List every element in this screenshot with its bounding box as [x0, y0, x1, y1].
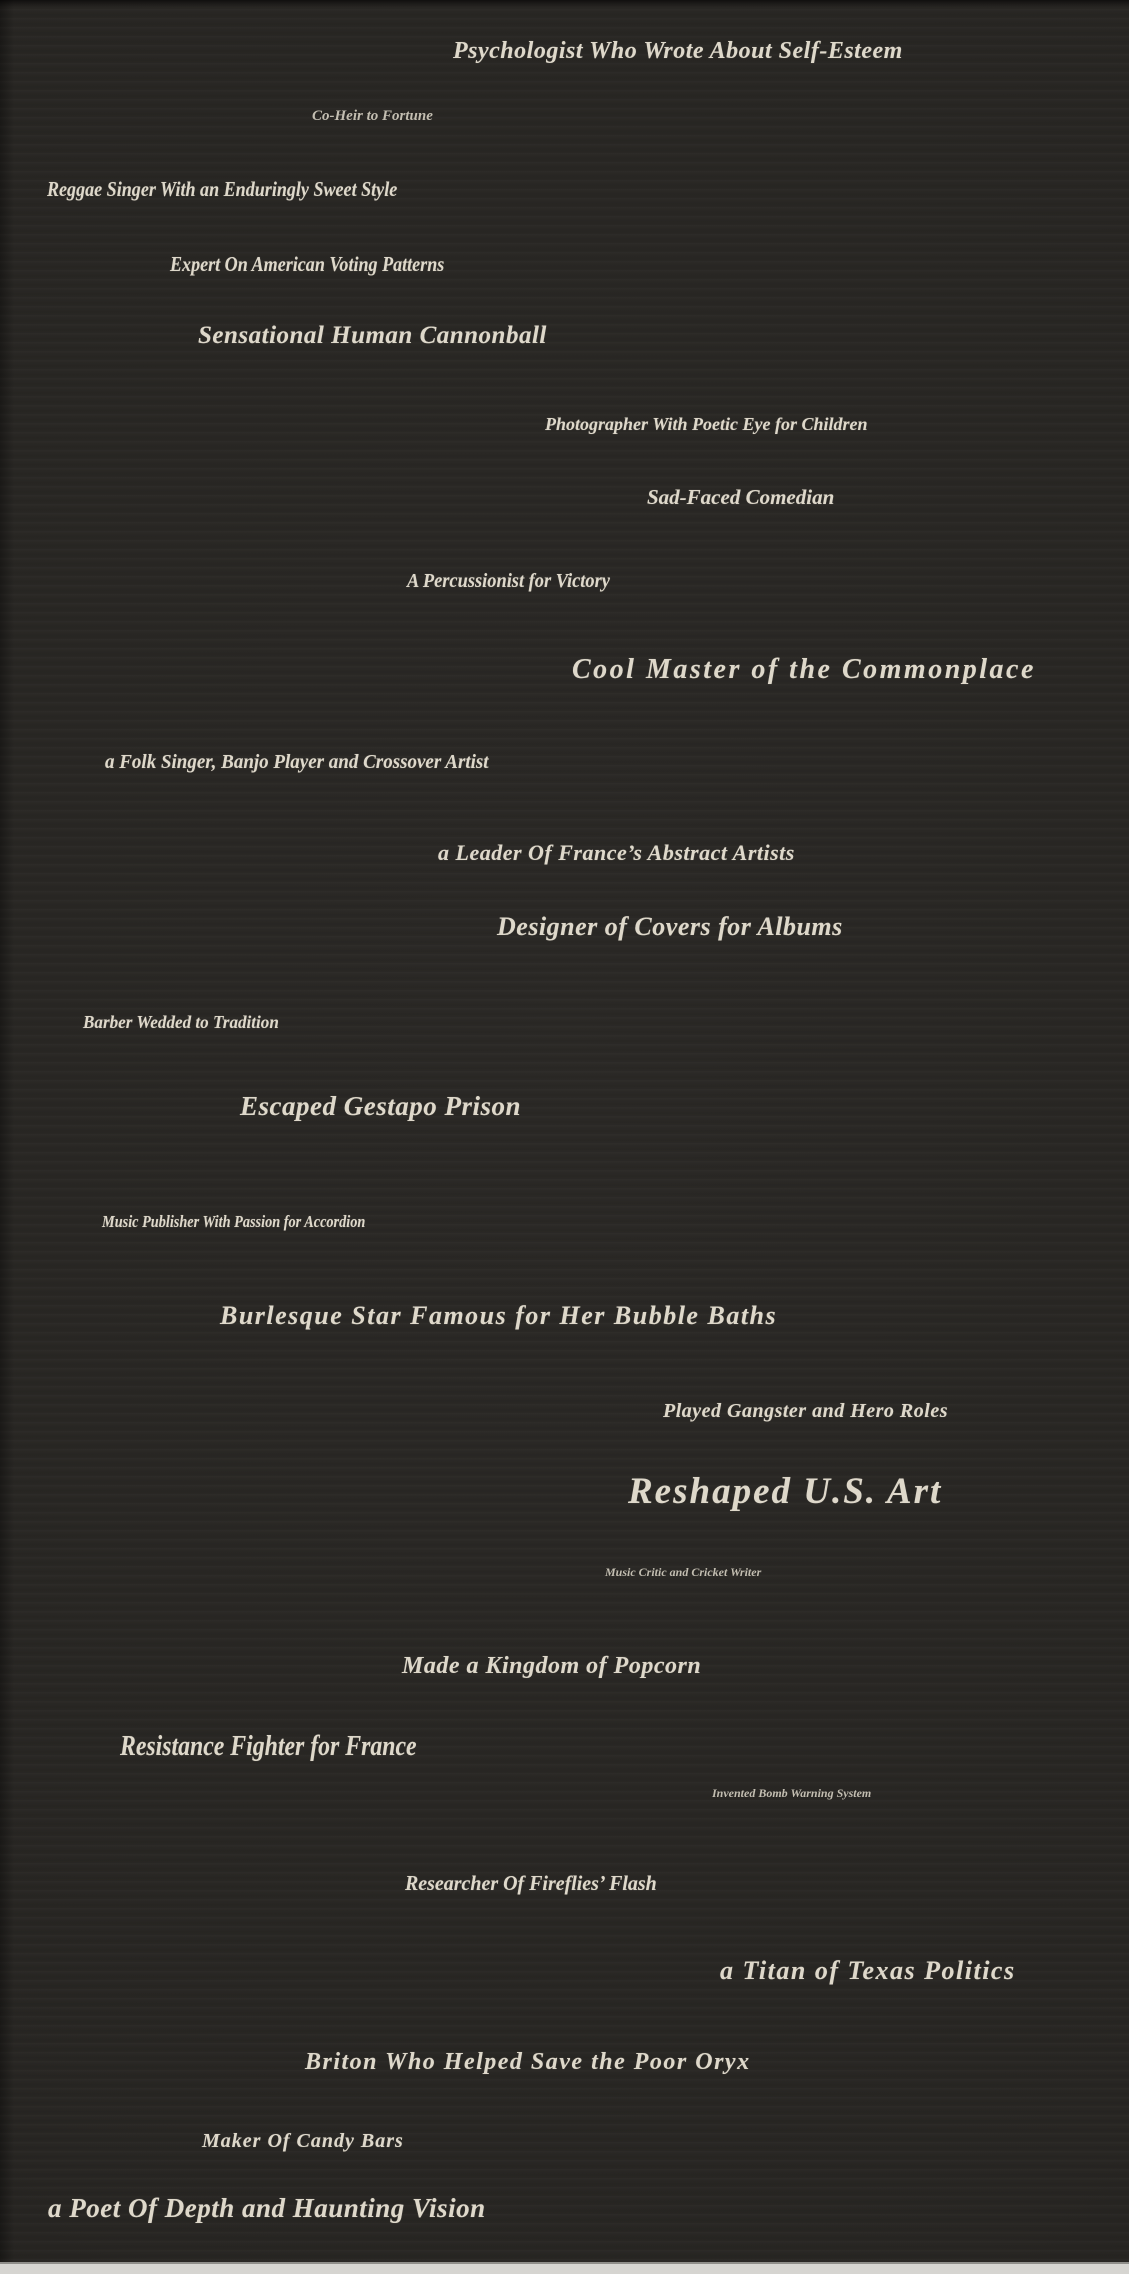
headline-resistance-fighter-france: Resistance Fighter for France — [120, 1730, 417, 1762]
headline-burlesque-star-bubble-baths: Burlesque Star Famous for Her Bubble Baths — [220, 1301, 778, 1330]
headline-music-critic-cricket-writer: Music Critic and Cricket Writer — [605, 1565, 762, 1579]
headline-reshaped-us-art: Reshaped U.S. Art — [628, 1471, 943, 1512]
headline-sad-faced-comedian: Sad-Faced Comedian — [647, 485, 835, 509]
headline-reggae-singer: Reggae Singer With an Enduringly Sweet Style — [47, 177, 398, 201]
headline-music-publisher-accordion: Music Publisher With Passion for Accordion — [102, 1212, 366, 1231]
headline-human-cannonball: Sensational Human Cannonball — [198, 322, 547, 349]
headline-briton-oryx: Briton Who Helped Save the Poor Oryx — [305, 2049, 751, 2075]
headline-photographer-children: Photographer With Poetic Eye for Children — [545, 414, 868, 434]
headline-fireflies-researcher: Researcher Of Fireflies’ Flash — [405, 1871, 657, 1895]
headline-co-heir-to-fortune: Co-Heir to Fortune — [312, 108, 433, 124]
headline-titan-texas-politics: a Titan of Texas Politics — [720, 1956, 1016, 1985]
headline-psychologist-self-esteem: Psychologist Who Wrote About Self-Esteem — [453, 38, 903, 64]
scan-paper-edge — [0, 2262, 1129, 2274]
headline-gangster-hero-roles: Played Gangster and Hero Roles — [663, 1400, 948, 1422]
headline-kingdom-of-popcorn: Made a Kingdom of Popcorn — [402, 1653, 702, 1679]
headline-bomb-warning-system: Invented Bomb Warning System — [712, 1786, 872, 1800]
headline-barber-tradition: Barber Wedded to Tradition — [83, 1012, 279, 1032]
headline-poet-haunting-vision: a Poet Of Depth and Haunting Vision — [48, 2193, 486, 2223]
headline-percussionist-for-victory: A Percussionist for Victory — [407, 570, 610, 592]
headline-candy-bar-maker: Maker Of Candy Bars — [202, 2130, 404, 2152]
headline-album-cover-designer: Designer of Covers for Albums — [497, 912, 843, 941]
headline-folk-singer-banjo: a Folk Singer, Banjo Player and Crossover Artist — [105, 751, 489, 773]
headline-france-abstract-artists: a Leader Of France’s Abstract Artists — [438, 840, 795, 865]
headline-cool-master-commonplace: Cool Master of the Commonplace — [572, 654, 1036, 685]
headline-escaped-gestapo-prison: Escaped Gestapo Prison — [240, 1091, 521, 1121]
headline-voting-patterns-expert: Expert On American Voting Patterns — [170, 252, 445, 276]
